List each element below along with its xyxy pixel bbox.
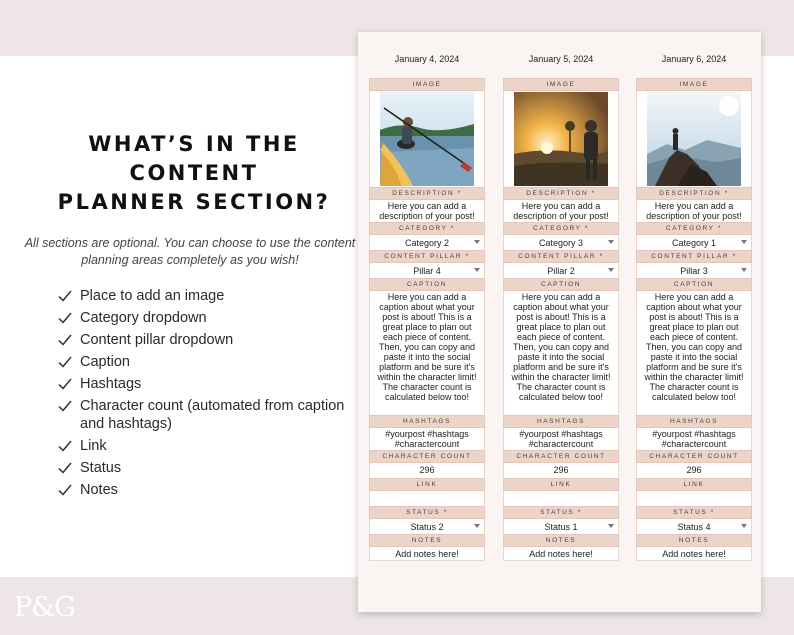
status-header: STATUS * xyxy=(503,506,619,519)
dropdown-caret-icon xyxy=(474,524,480,528)
image-cell[interactable] xyxy=(369,91,485,187)
dropdown-caret-icon xyxy=(608,524,614,528)
intro-text: All sections are optional. You can choose to use the content planning areas completely as you wish! xyxy=(24,236,356,267)
hashtags-field[interactable]: #yourpost #hashtags #charactercount xyxy=(369,428,485,450)
dropdown-caret-icon xyxy=(474,240,480,244)
feature-item: Character count (automated from caption and hashtags) xyxy=(58,397,360,433)
feature-item: Place to add an image xyxy=(58,287,360,305)
hashtags-field[interactable]: #yourpost #hashtags #charactercount xyxy=(636,428,752,450)
category-header: CATEGORY * xyxy=(503,222,619,235)
caption-header: CAPTION xyxy=(636,278,752,291)
feature-item: Link xyxy=(58,437,360,455)
category-header: CATEGORY * xyxy=(636,222,752,235)
pillar-header: CONTENT PILLAR * xyxy=(503,250,619,263)
pillar-dropdown[interactable]: Pillar 2 xyxy=(503,263,619,278)
caption-header: CAPTION xyxy=(503,278,619,291)
char-count-header: CHARACTER COUNT xyxy=(636,450,752,463)
checkmark-icon xyxy=(58,459,80,477)
feature-item: Category dropdown xyxy=(58,309,360,327)
char-count-value: 296 xyxy=(636,463,752,478)
dropdown-caret-icon xyxy=(741,240,747,244)
status-dropdown[interactable]: Status 4 xyxy=(636,519,752,534)
checkmark-icon xyxy=(58,331,80,349)
mountain-summit-photo xyxy=(647,92,741,186)
caption-field[interactable]: Here you can add a caption about what your post is about! This is a great place to plan out each piece of content. Then, you can copy and paste it into the social platform and be sure it's within the character limit! The character count is calculated below too! xyxy=(369,291,485,415)
char-count-value: 296 xyxy=(503,463,619,478)
description-header: DESCRIPTION * xyxy=(503,187,619,200)
dropdown-caret-icon xyxy=(608,240,614,244)
link-header: LINK xyxy=(636,478,752,491)
dropdown-caret-icon xyxy=(474,268,480,272)
description-header: DESCRIPTION * xyxy=(369,187,485,200)
status-dropdown[interactable]: Status 2 xyxy=(369,519,485,534)
link-field[interactable] xyxy=(369,491,485,506)
dropdown-caret-icon xyxy=(741,524,747,528)
planner-column xyxy=(636,50,752,561)
dropdown-caret-icon xyxy=(608,268,614,272)
feature-item: Caption xyxy=(58,353,360,371)
caption-field[interactable]: Here you can add a caption about what your post is about! This is a great place to plan out each piece of content. Then, you can copy and paste it into the social platform and be sure it's within the character limit! The character count is calculated below too! xyxy=(503,291,619,415)
caption-field[interactable]: Here you can add a caption about what your post is about! This is a great place to plan out each piece of content. Then, you can copy and paste it into the social platform and be sure it's within the character limit! The character count is calculated below too! xyxy=(636,291,752,415)
notes-field[interactable]: Add notes here! xyxy=(503,547,619,561)
checkmark-icon xyxy=(58,481,80,499)
status-header: STATUS * xyxy=(636,506,752,519)
feature-item: Content pillar dropdown xyxy=(58,331,360,349)
pillar-header: CONTENT PILLAR * xyxy=(636,250,752,263)
char-count-header: CHARACTER COUNT xyxy=(503,450,619,463)
image-header: IMAGE xyxy=(636,78,752,91)
pillar-dropdown[interactable]: Pillar 3 xyxy=(636,263,752,278)
hashtags-header: HASHTAGS xyxy=(503,415,619,428)
category-dropdown[interactable]: Category 3 xyxy=(503,235,619,250)
hashtags-field[interactable]: #yourpost #hashtags #charactercount xyxy=(503,428,619,450)
category-dropdown[interactable]: Category 2 xyxy=(369,235,485,250)
notes-header: NOTES xyxy=(636,534,752,547)
brand-logo: P&G xyxy=(14,592,75,623)
dropdown-caret-icon xyxy=(741,268,747,272)
notes-field[interactable]: Add notes here! xyxy=(369,547,485,561)
notes-header: NOTES xyxy=(503,534,619,547)
feature-item: Notes xyxy=(58,481,360,499)
checkmark-icon xyxy=(58,287,80,305)
checkmark-icon xyxy=(58,353,80,371)
description-field[interactable]: Here you can add a description of your post! xyxy=(369,200,485,222)
link-header: LINK xyxy=(369,478,485,491)
column-date: January 5, 2024 xyxy=(528,54,594,64)
hashtags-header: HASHTAGS xyxy=(369,415,485,428)
status-header: STATUS * xyxy=(369,506,485,519)
hashtags-header: HASHTAGS xyxy=(636,415,752,428)
column-date: January 6, 2024 xyxy=(661,54,727,64)
checkmark-icon xyxy=(58,375,80,393)
description-field[interactable]: Here you can add a description of your post! xyxy=(636,200,752,222)
info-section xyxy=(20,130,360,503)
category-header: CATEGORY * xyxy=(369,222,485,235)
planner-sheet xyxy=(358,32,761,612)
sunset-hiker-photo xyxy=(514,92,608,186)
image-cell[interactable] xyxy=(503,91,619,187)
checkmark-icon xyxy=(58,437,80,455)
column-date: January 4, 2024 xyxy=(394,54,460,64)
notes-field[interactable]: Add notes here! xyxy=(636,547,752,561)
status-dropdown[interactable]: Status 1 xyxy=(503,519,619,534)
pillar-dropdown[interactable]: Pillar 4 xyxy=(369,263,485,278)
notes-header: NOTES xyxy=(369,534,485,547)
checkmark-icon xyxy=(58,397,80,415)
image-header: IMAGE xyxy=(369,78,485,91)
image-header: IMAGE xyxy=(503,78,619,91)
char-count-value: 296 xyxy=(369,463,485,478)
pillar-header: CONTENT PILLAR * xyxy=(369,250,485,263)
feature-item: Status xyxy=(58,459,360,477)
char-count-header: CHARACTER COUNT xyxy=(369,450,485,463)
feature-list xyxy=(20,287,360,499)
description-field[interactable]: Here you can add a description of your post! xyxy=(503,200,619,222)
link-field[interactable] xyxy=(636,491,752,506)
link-header: LINK xyxy=(503,478,619,491)
description-header: DESCRIPTION * xyxy=(636,187,752,200)
checkmark-icon xyxy=(58,309,80,327)
section-heading: WHAT’S IN THE CONTENT PLANNER SECTION? xyxy=(57,132,331,214)
kayak-photo xyxy=(380,92,474,186)
category-dropdown[interactable]: Category 1 xyxy=(636,235,752,250)
planner-column xyxy=(503,50,619,561)
planner-column xyxy=(369,50,485,561)
link-field[interactable] xyxy=(503,491,619,506)
caption-header: CAPTION xyxy=(369,278,485,291)
feature-item: Hashtags xyxy=(58,375,360,393)
image-cell[interactable] xyxy=(636,91,752,187)
